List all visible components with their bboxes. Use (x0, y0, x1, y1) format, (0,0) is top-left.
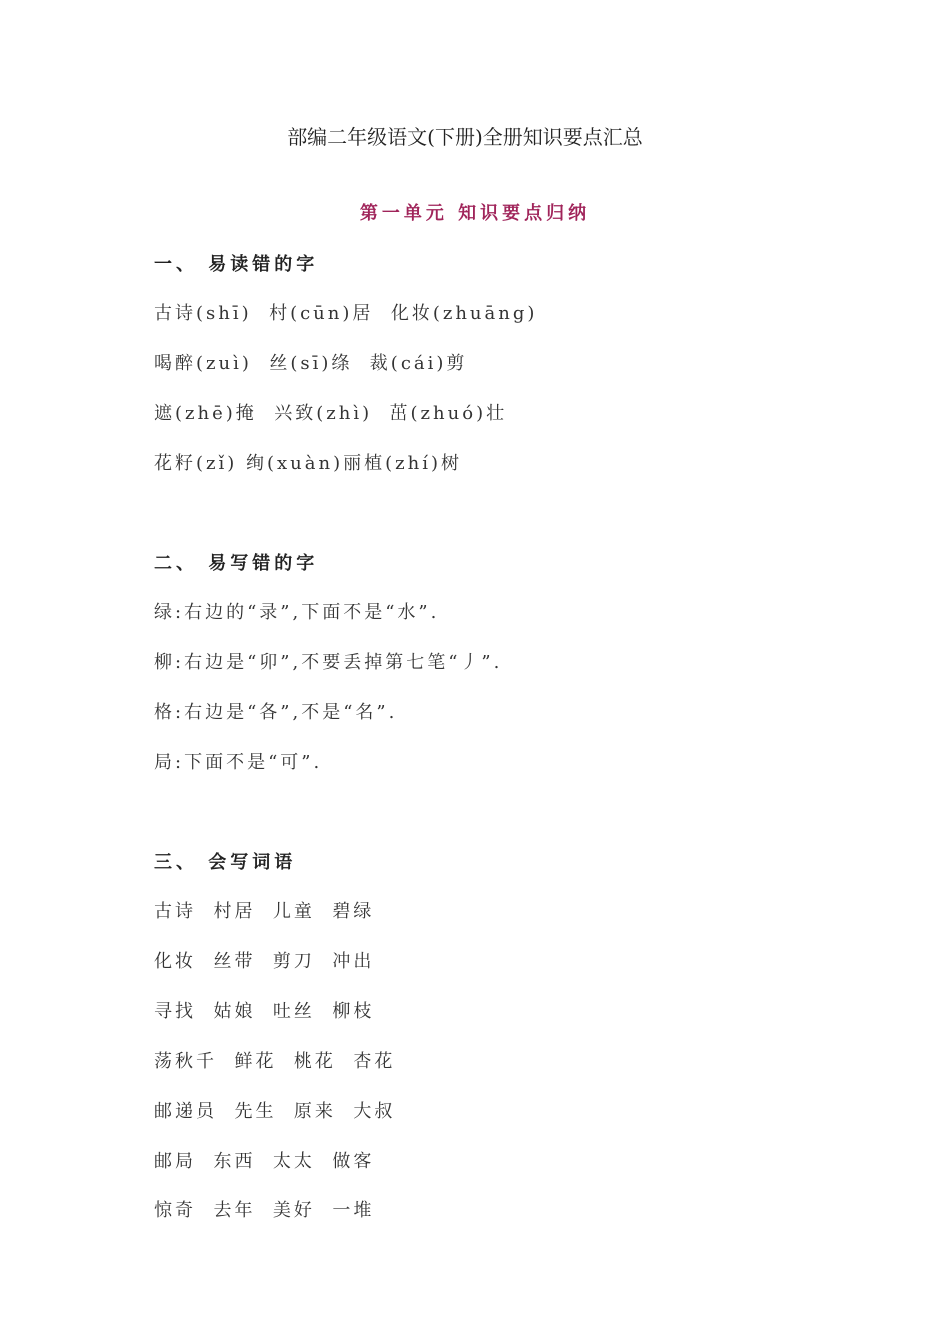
section-heading-1: 一、 易读错的字 (154, 254, 319, 275)
section-1-line-3: 遮(zhē)掩 兴致(zhì) 茁(zhuó)壮 (154, 403, 508, 424)
section-3-line-3: 寻找 姑娘 吐丝 柳枝 (154, 1001, 375, 1022)
section-3-line-7: 惊奇 去年 美好 一堆 (154, 1200, 375, 1221)
section-1-line-4: 花籽(zǐ) 绚(xuàn)丽植(zhí)树 (154, 453, 462, 474)
section-1-line-1: 古诗(shī) 村(cūn)居 化妆(zhuāng) (154, 303, 538, 324)
section-heading-2: 二、 易写错的字 (154, 553, 319, 574)
section-3-line-1: 古诗 村居 儿童 碧绿 (154, 901, 375, 922)
section-2-line-4: 局:下面不是“可”. (154, 752, 323, 773)
section-1-line-2: 喝醉(zuì) 丝(sī)绦 裁(cái)剪 (154, 353, 468, 374)
section-3-line-6: 邮局 东西 太太 做客 (154, 1151, 375, 1172)
document-title: 部编二年级语文(下册)全册知识要点汇总 (287, 125, 643, 149)
unit-title: 第一单元 知识要点归纳 (359, 203, 591, 224)
section-3-line-2: 化妆 丝带 剪刀 冲出 (154, 951, 375, 972)
section-heading-3: 三、 会写词语 (154, 852, 297, 873)
section-2-line-1: 绿:右边的“录”,下面不是“水”. (154, 602, 440, 623)
section-2-line-3: 格:右边是“各”,不是“名”. (154, 702, 398, 723)
section-3-line-4: 荡秋千 鲜花 桃花 杏花 (154, 1051, 396, 1072)
section-2-line-2: 柳:右边是“卯”,不要丢掉第七笔“丿”. (154, 652, 503, 673)
section-3-line-5: 邮递员 先生 原来 大叔 (154, 1101, 396, 1122)
